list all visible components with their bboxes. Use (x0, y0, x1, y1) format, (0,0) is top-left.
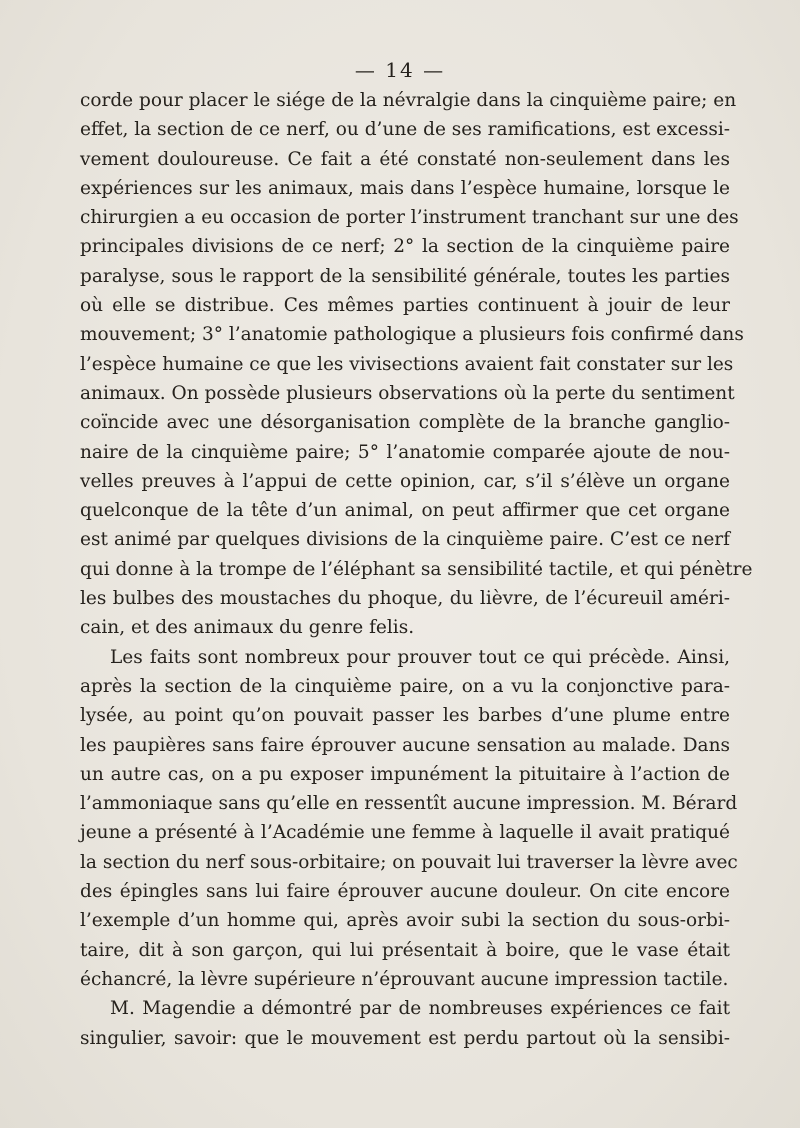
text-line: chirurgien a eu occasion de porter l’instrument tranchant sur une des (80, 207, 739, 229)
text-line: Les faits sont nombreux pour prouver tout ce qui précède. Ainsi, (110, 646, 730, 668)
text-line: échancré, la lèvre supérieure n’éprouvant aucune impression tactile. (80, 968, 729, 990)
text-line: où elle se distribue. Ces mêmes parties continuent à jouir de leur (80, 295, 730, 317)
text-line: qui donne à la trompe de l’éléphant sa sensibilité tactile, et qui pénètre (80, 558, 753, 580)
text-line: expériences sur les animaux, mais dans l’espèce humaine, lorsque le (80, 177, 730, 199)
text-line: velles preuves à l’appui de cette opinion, car, s’il s’élève un organe (80, 470, 730, 492)
text-line: après la section de la cinquième paire, on a vu la conjonctive para- (80, 675, 730, 697)
body-text (80, 86, 753, 1053)
text-line: singulier, savoir: que le mouvement est perdu partout où la sensibi- (80, 1027, 730, 1049)
text-line: lysée, au point qu’on pouvait passer les barbes d’une plume entre (80, 705, 730, 727)
text-line: des épingles sans lui faire éprouver aucune douleur. On cite encore (80, 881, 730, 903)
text-line: cain, et des animaux du genre felis. (80, 617, 415, 639)
text-line: animaux. On possède plusieurs observations où la perte du sentiment (80, 382, 735, 404)
text-line: jeune a présenté à l’Académie une femme à laquelle il avait pratiqué (80, 822, 730, 844)
text-line: effet, la section de ce nerf, ou d’une de ses ramifications, est excessi- (80, 119, 730, 141)
text-line: la section du nerf sous-orbitaire; on pouvait lui traverser la lèvre avec (80, 851, 738, 873)
text-line: corde pour placer le siége de la névralgie dans la cinquième paire; en (80, 90, 737, 111)
paragraph (80, 86, 753, 643)
text-line: l’exemple d’un homme qui, après avoir subi la section du sous-orbi- (80, 910, 730, 932)
text-line: l’espèce humaine ce que les vivisections avaient fait constater sur les (80, 353, 734, 375)
text-line: vement douloureuse. Ce fait a été constaté non-seulement dans les (80, 148, 730, 170)
text-line: quelconque de la tête d’un animal, on peut affirmer que cet organe (80, 500, 730, 522)
text-line: taire, dit à son garçon, qui lui présentait à boire, que le vase était (80, 939, 730, 961)
text-line: coïncide avec une désorganisation complète de la branche ganglio- (80, 412, 730, 434)
text-line: naire de la cinquième paire; 5° l’anatomie comparée ajoute de nou- (80, 441, 730, 463)
paragraph (80, 643, 738, 995)
text-line: paralyse, sous le rapport de la sensibilité générale, toutes les parties (80, 265, 730, 287)
paragraph (80, 994, 730, 1053)
text-line: est animé par quelques divisions de la cinquième paire. C’est ce nerf (80, 529, 730, 551)
text-line: M. Magendie a démontré par de nombreuses expériences ce fait (110, 998, 730, 1020)
text-line: principales divisions de ce nerf; 2° la section de la cinquième paire (80, 236, 730, 258)
text-line: les paupières sans faire éprouver aucune sensation au malade. Dans (80, 734, 730, 756)
text-line: mouvement; 3° l’anatomie pathologique a plusieurs fois confirmé dans (80, 324, 744, 346)
page-number-header: — 14 — (354, 58, 446, 82)
text-line: l’ammoniaque sans qu’elle en ressentît aucune impression. M. Bérard (80, 793, 738, 815)
text-line: les bulbes des moustaches du phoque, du lièvre, de l’écureuil améri- (80, 588, 730, 610)
text-line: un autre cas, on a pu exposer impunément la pituitaire à l’action de (80, 763, 730, 785)
